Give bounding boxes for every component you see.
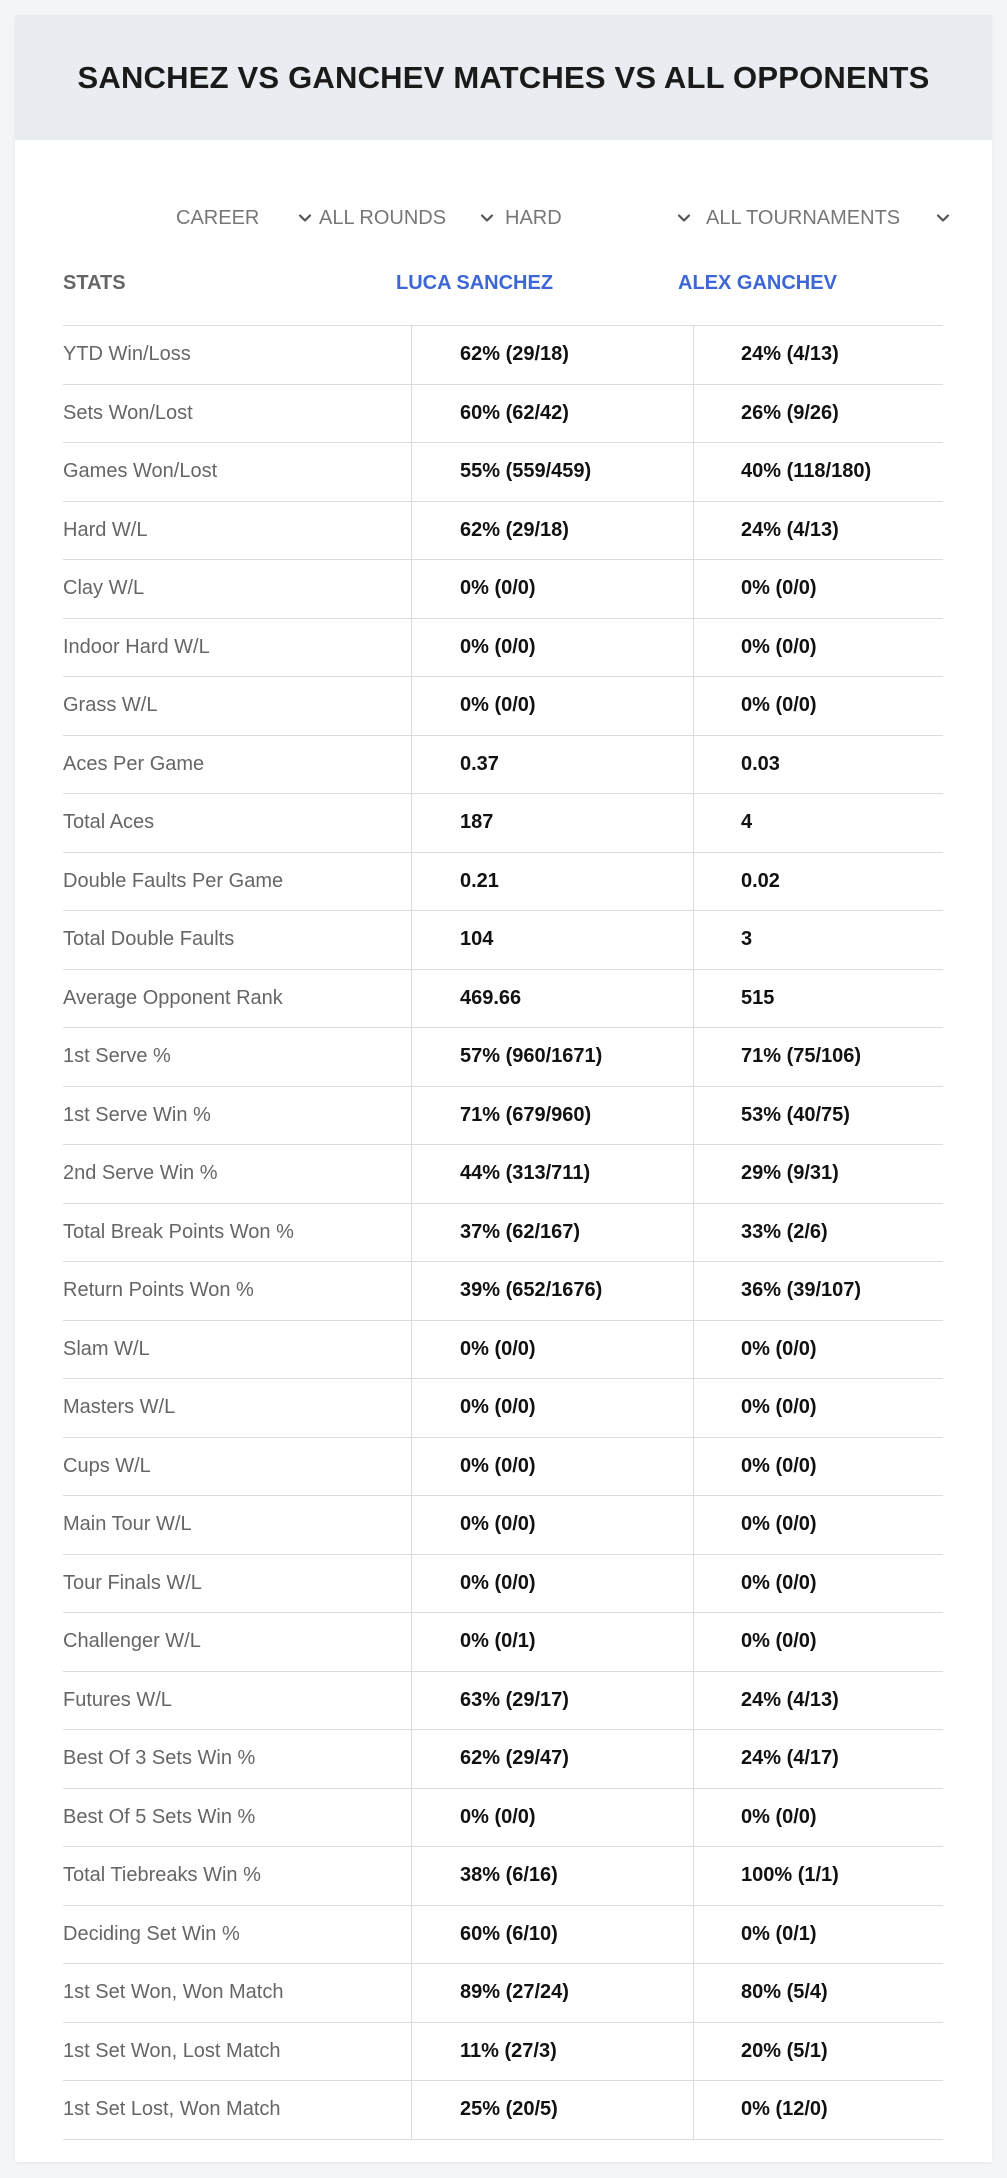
table-row: [63, 1321, 943, 1380]
stat-label: Sets Won/Lost: [63, 401, 193, 424]
player2-stat-value: 24% (4/13): [741, 343, 839, 365]
stat-label: Futures W/L: [63, 1688, 172, 1711]
player1-stat-value: 187: [460, 811, 494, 833]
stat-label: Hard W/L: [63, 518, 148, 541]
player1-stat-value: 0% (0/0): [460, 1396, 536, 1418]
player1-stat-value: 57% (960/1671): [460, 1045, 603, 1067]
surface-select-value: HARD: [505, 206, 562, 229]
player1-stat-value: 0% (0/0): [460, 1454, 536, 1477]
surface-select[interactable]: [505, 188, 705, 248]
stat-label: YTD Win/Loss: [63, 343, 191, 365]
table-row: [63, 1204, 943, 1263]
table-row: [63, 1087, 943, 1146]
player1-stat-value: 44% (313/711): [460, 1162, 591, 1184]
player1-stat-value: 25% (20/5): [460, 2098, 558, 2120]
player1-stat-value: 55% (559/459): [460, 460, 592, 482]
table-row: [63, 385, 943, 444]
stat-label: Best Of 5 Sets Win %: [63, 1805, 256, 1828]
player1-stat-value: 62% (29/18): [460, 343, 569, 365]
player2-stat-value: 0% (0/0): [741, 1630, 817, 1652]
stat-label: Masters W/L: [63, 1396, 176, 1418]
column-divider: [693, 326, 694, 2140]
stat-label: Total Tiebreaks Win %: [63, 1864, 261, 1886]
table-row: [63, 1964, 943, 2023]
stat-label: Best Of 3 Sets Win %: [63, 1747, 256, 1769]
player2-stat-value: 0% (0/1): [741, 1922, 817, 1945]
table-body: [63, 326, 943, 2140]
player1-stat-value: 63% (29/17): [460, 1688, 569, 1711]
stats-table: [63, 246, 943, 2140]
tournaments-select[interactable]: [706, 188, 961, 248]
stat-label: Cups W/L: [63, 1454, 151, 1477]
player1-stat-value: 60% (62/42): [460, 401, 569, 424]
stat-label: 1st Serve Win %: [63, 1103, 211, 1126]
player1-stat-value: 62% (29/18): [460, 518, 569, 541]
table-row: [63, 560, 943, 619]
player2-stat-value: 53% (40/75): [741, 1103, 850, 1126]
table-row: [63, 619, 943, 678]
stat-label: Slam W/L: [63, 1337, 150, 1360]
stat-label: Main Tour W/L: [63, 1513, 192, 1535]
table-row: [63, 1145, 943, 1204]
stat-label: Double Faults Per Game: [63, 869, 284, 892]
table-row: [63, 1028, 943, 1087]
table-header: [63, 246, 943, 326]
player2-stat-value: 24% (4/13): [741, 1688, 839, 1711]
player1-stat-value: 39% (652/1676): [460, 1279, 603, 1301]
player2-stat-value: 0% (0/0): [741, 577, 817, 599]
player2-stat-value: 100% (1/1): [741, 1864, 839, 1886]
stats-column-header: STATS: [63, 272, 126, 294]
player2-stat-value: 0% (0/0): [741, 635, 817, 658]
table-row: [63, 677, 943, 736]
chevron-down-icon: [479, 210, 495, 226]
player1-name-link[interactable]: LUCA SANCHEZ: [396, 272, 554, 294]
player2-stat-value: 40% (118/180): [741, 460, 872, 482]
player1-stat-value: 469.66: [460, 986, 522, 1009]
column-divider: [411, 326, 412, 2140]
table-row: [63, 1672, 943, 1731]
table-row: [63, 736, 943, 795]
player1-stat-value: 11% (27/3): [460, 2039, 557, 2062]
player2-stat-value: 0% (12/0): [741, 2098, 828, 2120]
table-row: [63, 794, 943, 853]
tournaments-select-value: ALL TOURNAMENTS: [706, 206, 901, 229]
stat-label: Grass W/L: [63, 694, 158, 716]
stat-label: Average Opponent Rank: [63, 986, 283, 1009]
player2-stat-value: 0.02: [741, 869, 780, 892]
stat-label: Tour Finals W/L: [63, 1571, 202, 1594]
filter-bar: [15, 188, 992, 248]
player1-stat-value: 71% (679/960): [460, 1103, 592, 1126]
player2-name-link[interactable]: ALEX GANCHEV: [678, 272, 837, 294]
player2-stat-value: 0% (0/0): [741, 1805, 817, 1828]
player1-stat-value: 0% (0/1): [460, 1630, 536, 1652]
player2-stat-value: 33% (2/6): [741, 1220, 828, 1243]
player2-stat-value: 20% (5/1): [741, 2039, 828, 2062]
period-select[interactable]: [176, 188, 314, 248]
player2-stat-value: 26% (9/26): [741, 401, 839, 424]
table-row: [63, 1847, 943, 1906]
stat-label: 1st Set Won, Lost Match: [63, 2039, 281, 2062]
table-row: [63, 1730, 943, 1789]
card-header: [15, 15, 992, 140]
player2-stat-value: 0% (0/0): [741, 1571, 817, 1594]
table-row: [63, 1613, 943, 1672]
table-row: [63, 1555, 943, 1614]
stat-label: Clay W/L: [63, 577, 145, 599]
stats-card: [15, 15, 992, 2162]
stat-label: Total Double Faults: [63, 928, 235, 950]
table-row: [63, 443, 943, 502]
player1-stat-value: 37% (62/167): [460, 1220, 581, 1243]
stat-label: Return Points Won %: [63, 1279, 254, 1301]
table-row: [63, 1262, 943, 1321]
player1-stat-value: 0% (0/0): [460, 635, 536, 658]
player2-stat-value: 4: [741, 811, 753, 833]
chevron-down-icon: [297, 210, 313, 226]
table-row: [63, 1496, 943, 1555]
player2-stat-value: 71% (75/106): [741, 1045, 862, 1067]
stat-label: 1st Set Won, Won Match: [63, 1981, 284, 2003]
player2-stat-value: 3: [741, 928, 753, 950]
chevron-down-icon: [676, 210, 692, 226]
player2-stat-value: 0.03: [741, 752, 780, 775]
table-row: [63, 2023, 943, 2082]
player2-stat-value: 80% (5/4): [741, 1981, 828, 2003]
player1-stat-value: 0% (0/0): [460, 1805, 536, 1828]
player2-stat-value: 515: [741, 986, 775, 1009]
rounds-select-value: ALL ROUNDS: [319, 206, 447, 229]
player2-stat-value: 0% (0/0): [741, 1337, 817, 1360]
player1-stat-value: 0% (0/0): [460, 1337, 536, 1360]
player1-stat-value: 89% (27/24): [460, 1981, 569, 2003]
player1-stat-value: 0% (0/0): [460, 694, 536, 716]
stat-label: Deciding Set Win %: [63, 1922, 240, 1945]
player2-stat-value: 29% (9/31): [741, 1162, 839, 1184]
player1-stat-value: 0.37: [460, 752, 499, 775]
player1-stat-value: 60% (6/10): [460, 1922, 558, 1945]
player1-stat-value: 0.21: [460, 869, 499, 892]
page-title: SANCHEZ VS GANCHEV MATCHES VS ALL OPPONENTS: [77, 59, 930, 95]
rounds-select[interactable]: [319, 188, 499, 248]
table-row: [63, 502, 943, 561]
stat-label: 2nd Serve Win %: [63, 1162, 218, 1184]
chevron-down-icon: [935, 210, 951, 226]
stat-label: Total Break Points Won %: [63, 1220, 294, 1243]
stat-label: 1st Serve %: [63, 1045, 171, 1067]
table-row: [63, 1906, 943, 1965]
player2-stat-value: 24% (4/17): [741, 1747, 839, 1769]
table-row: [63, 1438, 943, 1497]
table-row: [63, 970, 943, 1029]
table-row: [63, 911, 943, 970]
player1-stat-value: 38% (6/16): [460, 1864, 558, 1886]
stat-label: Aces Per Game: [63, 752, 205, 775]
period-select-value: CAREER: [176, 206, 260, 229]
stat-label: Indoor Hard W/L: [63, 635, 210, 658]
player2-stat-value: 0% (0/0): [741, 694, 817, 716]
player2-stat-value: 0% (0/0): [741, 1396, 817, 1418]
stat-label: 1st Set Lost, Won Match: [63, 2098, 281, 2120]
table-row: [63, 1379, 943, 1438]
player2-stat-value: 0% (0/0): [741, 1513, 817, 1535]
player2-stat-value: 24% (4/13): [741, 518, 839, 541]
player1-stat-value: 104: [460, 928, 494, 950]
stat-label: Total Aces: [63, 811, 155, 833]
player1-stat-value: 0% (0/0): [460, 1513, 536, 1535]
player2-stat-value: 0% (0/0): [741, 1454, 817, 1477]
table-row: [63, 853, 943, 912]
player1-stat-value: 0% (0/0): [460, 577, 536, 599]
player1-stat-value: 0% (0/0): [460, 1571, 536, 1594]
player2-stat-value: 36% (39/107): [741, 1279, 862, 1301]
stat-label: Games Won/Lost: [63, 460, 218, 482]
table-row: [63, 2081, 943, 2140]
table-row: [63, 326, 943, 385]
player1-stat-value: 62% (29/47): [460, 1747, 569, 1769]
table-row: [63, 1789, 943, 1848]
stat-label: Challenger W/L: [63, 1630, 201, 1652]
